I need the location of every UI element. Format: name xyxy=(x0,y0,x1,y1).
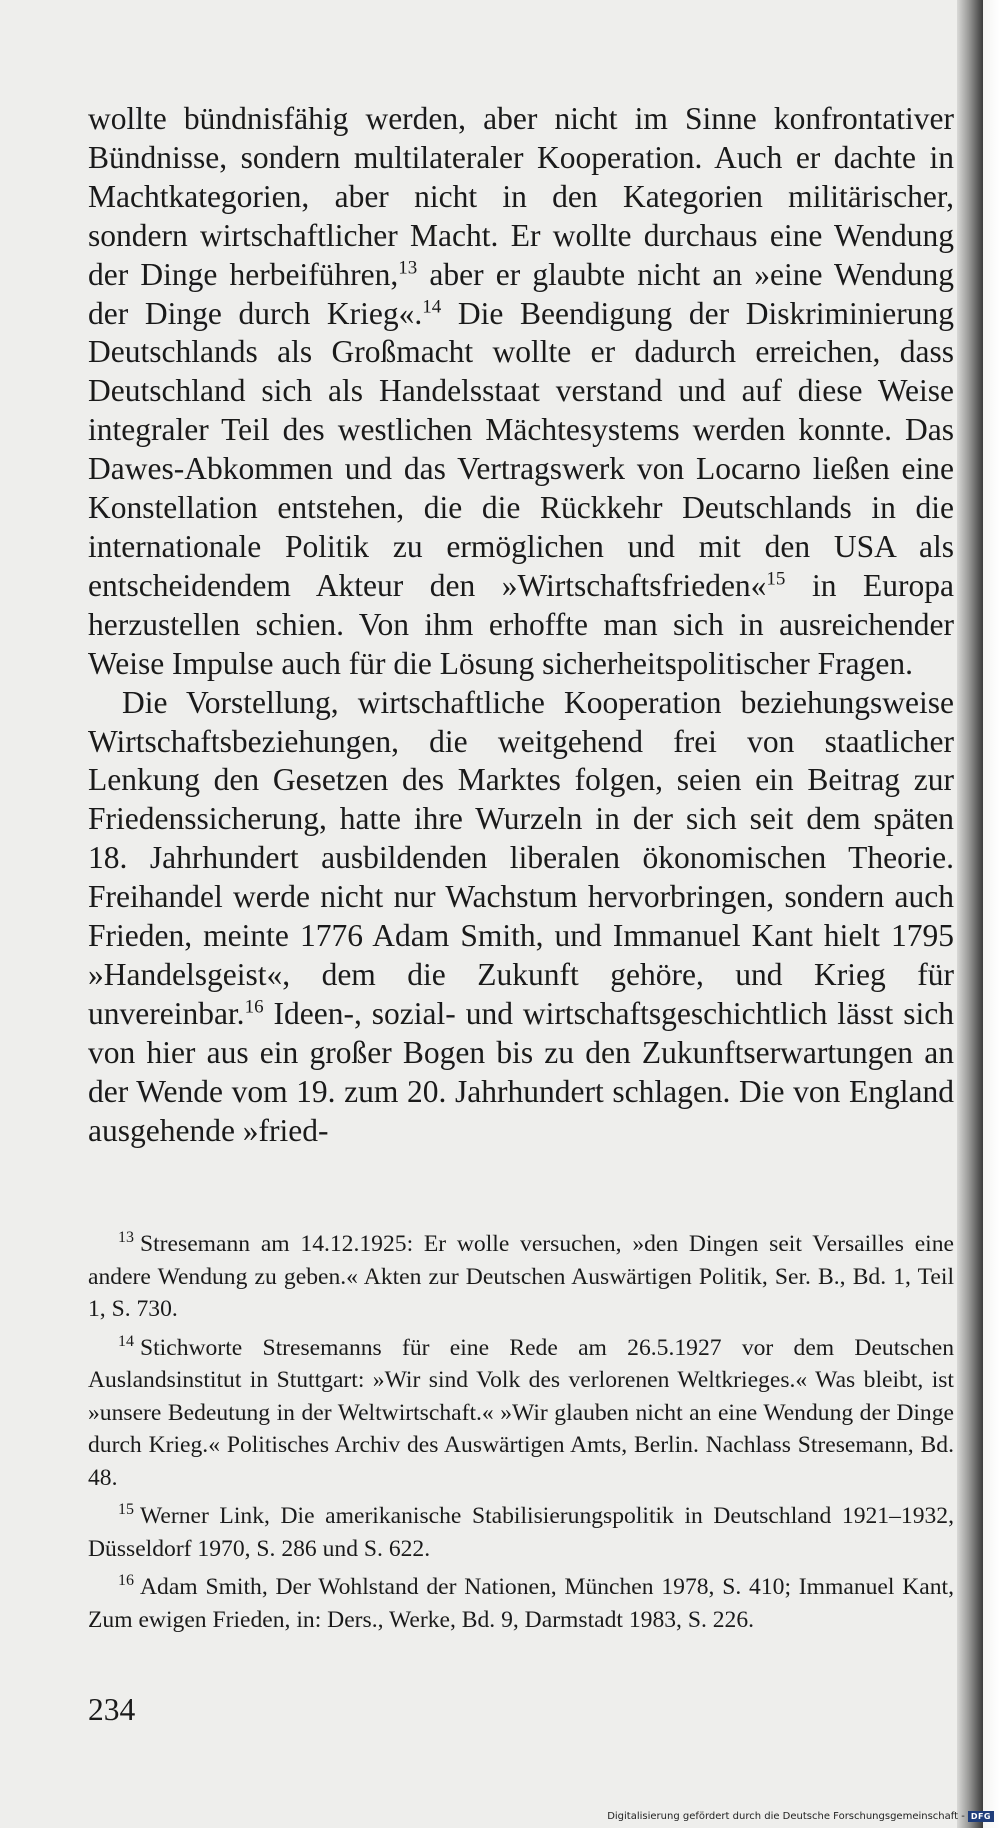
page-gutter-shadow xyxy=(957,0,983,1828)
digitization-credit xyxy=(607,1811,994,1822)
footnote-text: Adam Smith, Der Wohlstand der Nationen, München 1978, S. 410; Immanuel Kant, Zum ewigen Frieden, in: Ders., Werke, Bd. 9, Darmstadt 1983, S. 226. xyxy=(88,1574,954,1633)
footnote-ref-15[interactable]: 15 xyxy=(766,568,786,590)
paragraph-1-part-4: in Europa herzustellen schien. Von ihm erhoffte man sich in ausreichender Weise Impulse auch für die Lösung sicherheitspolitischer Fragen. xyxy=(88,567,954,681)
footnote-ref-13[interactable]: 13 xyxy=(398,257,418,279)
footnote-text: Stichworte Stresemanns für eine Rede am 26.5.1927 vor dem Deutschen Auslandsinstitut in Stuttgart: »Wir sind Volk des verlorenen Weltkrieges.« Was bleibt, ist »unsere Bedeutung in der Weltwirtschaft.« »Wir glauben nicht an eine Wendung der Dinge durch Krieg.« Politisches Archiv des Auswärtigen Amts, Berlin. Nachlass Stresemann, Bd. 48. xyxy=(88,1334,954,1491)
page-number: 234 xyxy=(88,1692,136,1727)
footnote-number: 14 xyxy=(118,1332,134,1350)
paragraph-1-part-3: Die Beendigung der Diskriminierung Deutschlands als Großmacht wollte er dadurch erreichen, dass Deutschland sich als Handelsstaat verstand und auf diese Weise integraler Teil des westlichen Mächtesystems werden konnte. Das Dawes-Abkommen und das Vertragswerk von Locarno ließen eine Konstellation entstehen, die die Rückkehr Deutschlands in die internationale Politik zu ermöglichen und mit den USA als entscheidendem Akteur den »Wirtschaftsfrieden« xyxy=(88,295,954,603)
footnote-ref-14[interactable]: 14 xyxy=(422,296,442,318)
body-text xyxy=(88,100,954,1150)
paragraph-2-part-2: Ideen-, sozial- und wirtschaftsgeschichtlich lässt sich von hier aus ein großer Bogen bis zu den Zukunftserwartungen an der Wende vom 19. zum 20. Jahrhundert schlagen. Die von England ausgehende »fried- xyxy=(88,995,954,1148)
footnote-13 xyxy=(88,1228,954,1326)
dfg-logo: DFG xyxy=(968,1811,994,1822)
footnote-number: 15 xyxy=(118,1501,134,1519)
footnote-14 xyxy=(88,1332,954,1495)
footnote-number: 13 xyxy=(118,1229,134,1247)
paragraph-1 xyxy=(88,100,954,684)
footnote-text: Stresemann am 14.12.1925: Er wolle versuchen, »den Dingen seit Versailles eine andere Wendung zu geben.« Akten zur Deutschen Auswärtigen Politik, Ser. B., Bd. 1, Teil 1, S. 730. xyxy=(88,1231,954,1322)
footnote-text: Werner Link, Die amerikanische Stabilisierungspolitik in Deutschland 1921–1932, Düsseldorf 1970, S. 286 und S. 622. xyxy=(88,1503,954,1562)
page-edge xyxy=(983,0,1000,1828)
paragraph-2 xyxy=(88,684,954,1151)
paragraph-2-part-1: Die Vorstellung, wirtschaftliche Kooperation beziehungsweise Wirtschaftsbeziehungen, die weitgehend frei von staatlicher Lenkung den Gesetzen des Marktes folgen, seien ein Beitrag zur Friedenssicherung, hatte ihre Wurzeln in der sich seit dem späten 18. Jahrhundert ausbildenden liberalen ökonomischen Theorie. Freihandel werde nicht nur Wachstum hervorbringen, sondern auch Frieden, meinte 1776 Adam Smith, und Immanuel Kant hielt 1795 »Handelsgeist«, dem die Zukunft gehöre, und Krieg für unvereinbar. xyxy=(88,684,954,1031)
paragraph-1-part-2: aber er glaubte nicht an »eine Wendung der Dinge durch Krieg«. xyxy=(88,256,954,331)
footnote-16 xyxy=(88,1571,954,1636)
footnote-ref-16[interactable]: 16 xyxy=(244,996,264,1018)
footnote-15 xyxy=(88,1500,954,1565)
footnotes xyxy=(88,1228,954,1642)
footnote-number: 16 xyxy=(118,1572,134,1590)
paragraph-1-part-1: wollte bündnisfähig werden, aber nicht im Sinne konfrontativer Bündnisse, sondern multilateraler Kooperation. Auch er dachte in Machtkategorien, aber nicht in den Kategorien militärischer, sondern wirtschaftlicher Macht. Er wollte durchaus eine Wendung der Dinge herbeiführen, xyxy=(88,101,954,292)
credit-text: Digitalisierung gefördert durch die Deutsche Forschungsgemeinschaft - xyxy=(607,1811,965,1822)
